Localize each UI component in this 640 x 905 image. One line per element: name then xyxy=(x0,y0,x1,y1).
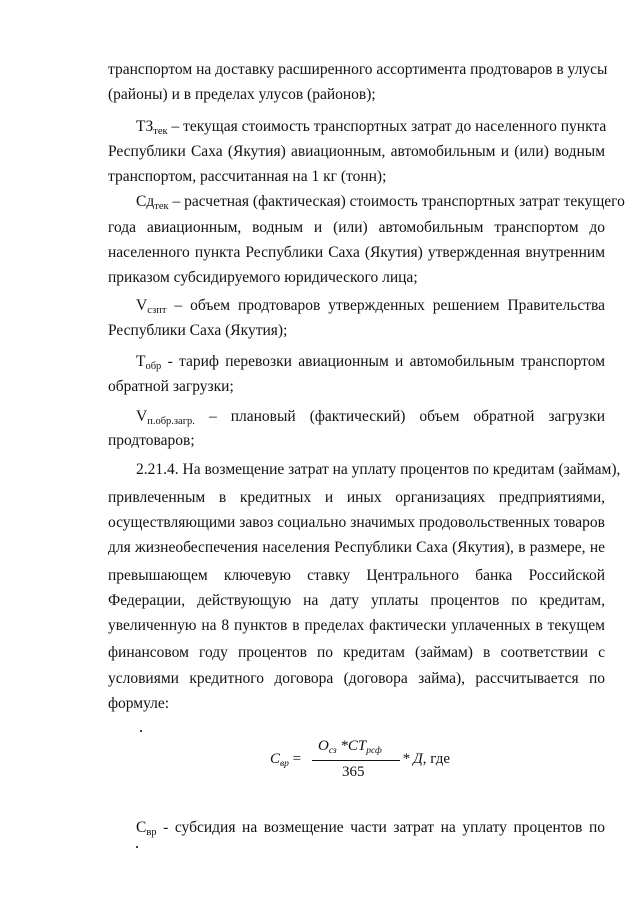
symbol-sd: $Сд_{тек}$ xyxy=(136,193,169,212)
definition-tz xyxy=(136,117,605,142)
text-line: населенного пункта Республики Саха (Якутия) утвержденная внутренним xyxy=(108,244,605,261)
definition-text: – текущая стоимость транспортных затрат до населенного пункта xyxy=(171,118,607,135)
text-line: обратной загрузки; xyxy=(108,378,234,395)
symbol-v: $V_{сзпт}$ xyxy=(136,297,167,316)
text-line: года авиационным, водным и (или) автомобильным транспортом до xyxy=(108,219,605,236)
text-line: Республики Саха (Якутия) авиационным, автомобильным и (или) водным xyxy=(108,143,605,160)
definition-text: – объем продтоваров утвержденных решением Правительства xyxy=(174,297,606,314)
text-line: финансовом году процентов по кредитам (займам) в соответствии с xyxy=(108,644,605,661)
text-line: привлеченным в кредитных и иных организациях предприятиями, xyxy=(108,489,605,506)
text-line: транспортом, рассчитанная на 1 кг (тонн); xyxy=(108,168,387,185)
text-line: формуле: xyxy=(108,695,170,712)
definition-v xyxy=(136,296,605,321)
definition-text: - субсидия на возмещение части затрат на уплату процентов по xyxy=(163,819,605,836)
paragraph-start: 2.21.4. На возмещение затрат на уплату процентов по кредитам (займам), xyxy=(136,461,621,478)
symbol-tz: $ТЗ_{тек}$ xyxy=(136,118,168,137)
definition-c xyxy=(136,818,605,843)
text-line: превышающем ключевую ставку Центрального банка Российской xyxy=(108,567,605,584)
formula-denominator: 365 xyxy=(342,764,365,780)
symbol-t: $Т_{обр}$ xyxy=(136,353,162,372)
text-line: для жизнеобеспечения населения Республики Саха (Якутия), в размере, не xyxy=(108,539,605,556)
definition-text: – расчетная (фактическая) стоимость транспортных затрат текущего xyxy=(172,193,625,210)
text-line: осуществляющими завоз социально значимых продовольственных товаров xyxy=(108,514,605,531)
text-line: продтоваров; xyxy=(108,432,195,449)
text-line: условиями кредитного договора (договора займа), рассчитывается по xyxy=(108,670,605,687)
text-line: Федерации, действующую на дату уплаты процентов по кредитам, xyxy=(108,592,605,609)
formula-numerator: $О_{сз}$ $*СТ_{рсф}$ xyxy=(318,738,382,756)
definition-text: - тариф перевозки авиационным и автомобильным транспортом xyxy=(167,353,605,370)
text-line: транспортом на доставку расширенного ассортимента продтоваров в улусы xyxy=(108,61,608,78)
definition-t xyxy=(136,352,605,377)
text-line: Республики Саха (Якутия); xyxy=(108,322,288,339)
scan-speck xyxy=(140,730,142,732)
text-line: (районы) и в пределах улусов (районов); xyxy=(108,86,376,103)
text-line: приказом субсидируемого юридического лица; xyxy=(108,269,418,286)
definition-vp xyxy=(136,407,605,432)
symbol-vp: $V_{п.обр.загр.}$ xyxy=(136,408,195,427)
definition-text: – плановый (фактический) объем обратной загрузки xyxy=(208,408,605,425)
symbol-c: $С_{вр}$ xyxy=(136,819,157,838)
subsidy-formula xyxy=(270,738,470,788)
text-line: увеличенную на 8 пунктов в пределах фактически уплаченных в текущем xyxy=(108,617,605,634)
fraction-bar xyxy=(312,760,400,761)
formula-lhs: $С_{вр}$ = xyxy=(270,751,302,769)
definition-sd xyxy=(136,192,625,217)
formula-rhs: * Д, где xyxy=(402,751,450,767)
scan-speck xyxy=(136,846,138,848)
